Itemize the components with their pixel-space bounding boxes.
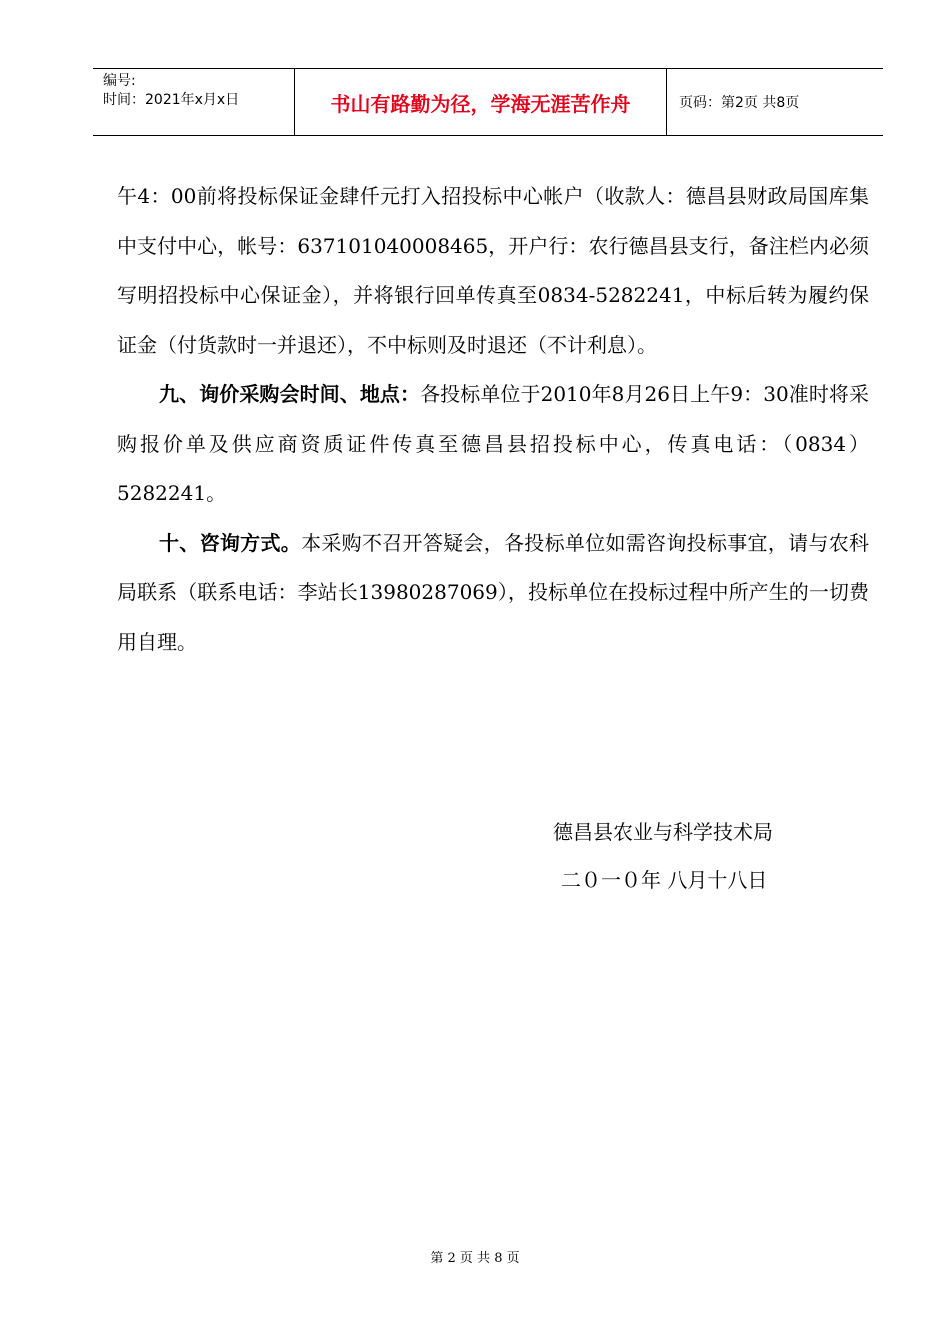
section-10-text: 本采购不召开答疑会，各投标单位如需咨询投标事宜，请与农科局联系（联系电话：李站长13980287069），投标单位在投标过程中所产生的一切费用自理。	[117, 530, 870, 654]
header-page-info: 页码：第2页 共8页	[679, 95, 800, 111]
signature-date: 二０一０年 八月十八日	[561, 868, 768, 892]
section-9-heading: 九、询价采购会时间、地点：	[159, 382, 421, 406]
paragraph-section-9	[117, 370, 869, 519]
section-10-heading: 十、咨询方式。	[159, 530, 302, 555]
paragraph-section-10	[117, 519, 869, 668]
header-meta	[93, 69, 295, 135]
paragraph-deposit: 午4：00前将投标保证金肆仟元打入招投标中心帐户（收款人：德昌县财政局国库集中支付中心，帐号：637101040008465，开户行：农行德昌县支行，备注栏内必须写明招投标中心保证金），并将银行回单传真至0834-5282241，中标后转为履约保证金（付货款时一并退还），不中标则及时退还（不计利息）。	[117, 184, 869, 357]
serial-number-label: 编号:	[103, 73, 136, 89]
signature-organization: 德昌县农业与科学技术局	[553, 820, 773, 844]
signature-block	[553, 808, 773, 904]
header-motto: 书山有路勤为径，学海无涯苦作舟	[295, 69, 667, 135]
page-header	[93, 68, 883, 136]
time-label: 时间：2021年x月x日	[103, 92, 240, 108]
page-footer: 第 2 页 共 8 页	[430, 1251, 520, 1266]
document-body	[117, 172, 869, 667]
section-9-text: 各投标单位于2010年8月26日上午9：30准时将采购报价单及供应商资质证件传真至德昌县招投标中心，传真电话：（0834）5282241。	[117, 382, 870, 505]
